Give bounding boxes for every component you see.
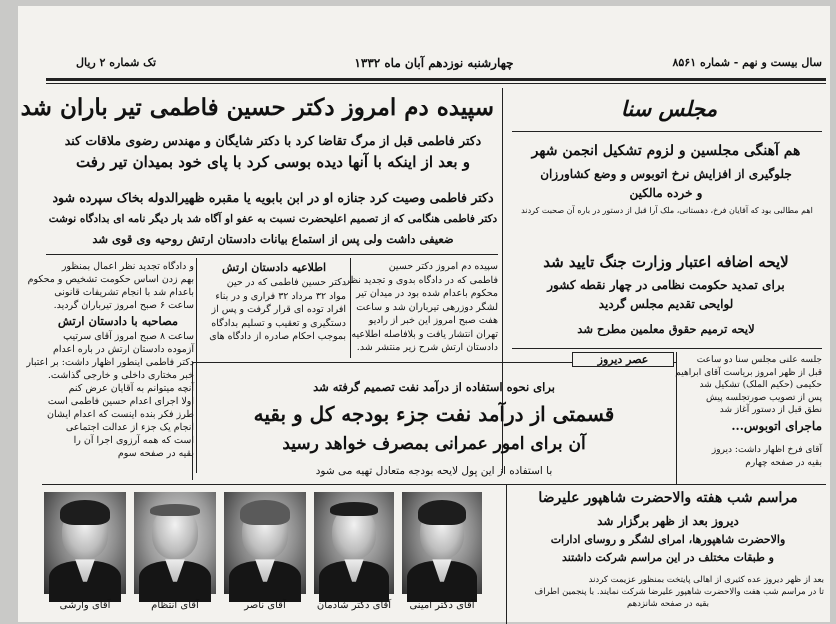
ceremony-body (512, 574, 824, 610)
main-sub-line-2: ضعیفی داشت ولی پس از استماع بیانات دادستان ارتش روحیه وی قوی شد (92, 232, 454, 246)
masthead-price: تک شماره ۲ ریال (76, 56, 157, 69)
portrait-caption: آقای دکتر شادمان (316, 600, 392, 611)
col-left-p2-line: بقیه در صفحه سوم (117, 448, 194, 459)
majlis-tail (680, 444, 822, 469)
col-left-p2-line: آزموده دادستان ارتش در باره اعدام (52, 344, 194, 355)
portrait-caption: آقای وارشی (59, 600, 111, 611)
col-mid-line: دستگیری و تعقیب و تسلیم بدادگاه (211, 317, 346, 329)
portrait-photo (44, 492, 126, 594)
majlis-body-line: پس از تصویب صورتجلسه پیش (705, 392, 822, 403)
newspaper-page (18, 6, 830, 622)
col-left-p2-line: خبر مختاری داخلی و خارجی گذاشت. (47, 370, 194, 381)
col-left-p1-line: و دادگاه تجدید نظر اعمال بمنظور (61, 261, 194, 272)
ceremony-line: بعد از ظهر دیروز عده کثیری از اهالی پایتخت بمنظور عزیمت کردند (588, 575, 824, 585)
masthead-rule-thin (46, 83, 826, 84)
main-headline: سپیده دم امروز دکتر حسین فاطمی تیر باران شد (20, 94, 494, 121)
oil-pre: برای نحوه استفاده از درآمد نفت تصمیم گرفته شد (313, 380, 555, 394)
col-mid2 (345, 260, 498, 355)
majlis-body-line: جلسه علنی مجلس سنا دو ساعت (696, 355, 822, 365)
col-mid2-line: تهران انتشار یافت و بلافاصله اطلاعیه (351, 328, 498, 340)
majlis-bill-1: لایحه اضافه اعتبار وزارت جنگ تایید شد (543, 253, 789, 271)
col-left-title: مصاحبه با دادستان ارتش (57, 314, 179, 328)
majlis-bill-3: لوایحی تقدیم مجلس گردید (598, 297, 734, 311)
oil-left-divider (192, 362, 193, 480)
ceremony-line: تا در مراسم شب هفت والاحضرت شاهپور علیرضا شرکت نمایند. با پنجمین اطراف (534, 587, 824, 597)
col-mid2-line: دادستان ارتش شرح زیر منتشر شد. (356, 342, 498, 353)
masthead-year-issue: سال بیست و نهم - شماره ۸۵۶۱ (672, 56, 822, 69)
majlis-body (675, 354, 822, 435)
majlis-body-line: قبل از ظهر امروز بریاست آقای ابراهیم (675, 367, 822, 378)
majlis-headline-3: و خرده مالکین (629, 186, 703, 200)
col-left-p2-line: انجام یک جزء از عدالت اجتماعی (65, 422, 194, 433)
portrait-photo (134, 492, 216, 594)
oil-divider (676, 352, 677, 484)
col-left-p2-line: دکتر فاطمی اینطور اظهار داشت: بر اعتبار (26, 357, 194, 368)
col-left-p2-line: اولا اجرای اعدام حسین فاطمی است (47, 396, 194, 407)
col-left-p2-line: است که همه آرزوی اجرا آن را (73, 435, 194, 446)
col-left-p2-line: ساعت ۸ صبح امروز آقای سرتیپ (63, 331, 194, 342)
col-left (26, 260, 194, 460)
majlis-headline-1: هم آهنگی مجلسین و لزوم تشکیل انجمن شهر (531, 143, 801, 159)
oil-tag: عصر دیروز (572, 352, 674, 367)
ceremony-headline: مراسم شب هفته والاحضرت شاهپور علیرضا (538, 490, 798, 506)
masthead-rule (46, 78, 826, 81)
majlis-logo-rule (512, 131, 822, 132)
portrait-caption: آقای انتظام (151, 600, 199, 611)
majlis-logo: مجلس سنا (620, 96, 718, 121)
col-mid-title: اطلاعیه دادستان ارتش (221, 261, 327, 274)
ceremony-divider (506, 484, 507, 624)
col-left-p2-line: آنچه میتوانم به آقایان عرض کنم (68, 383, 194, 394)
majlis-headline-2: جلوگیری از افزایش نرخ اتوبوس و وضع کشاورزان (540, 167, 792, 181)
ceremony-sub-3: و طبقات مختلف در این مراسم شرکت داشتند (562, 551, 774, 564)
majlis-body-line: حکیمی (حکیم الملک) تشکیل شد (699, 380, 822, 390)
main-line-2: و بعد از اینکه با آنها دیده بوسی کرد با پای خود بمیدان تیر رفت (76, 153, 470, 171)
ceremony-sub-1: دیروز بعد از ظهر برگزار شد (597, 514, 739, 528)
majlis-body-line: نطق قبل از دستور آغاز شد (719, 405, 822, 415)
majlis-rule (512, 348, 822, 349)
portrait-photo (314, 492, 394, 594)
masthead-date: چهارشنبه نوزدهم آبان ماه ۱۳۳۲ (354, 56, 514, 70)
majlis-bill-4: لایحه ترمیم حقوق معلمین مطرح شد (577, 322, 755, 336)
majlis-small: اهم مطالبی بود که آقایان فرخ، دهستانی، ملک آرا قبل از دستور در باره آن صحبت کردند (521, 206, 813, 215)
portrait-caption: آقای دکتر امینی (409, 600, 475, 611)
portrait-caption: آقای ناصر (244, 600, 286, 611)
col-mid-line: مواد ۳۲ مرداد ۳۲ فراری و در بناء (215, 290, 346, 302)
oil-headline: قسمتی از درآمد نفت جزء بودجه کل و بقیه (253, 402, 615, 426)
main-sub-line-1: دکتر فاطمی هنگامی که از تصمیم اعلیحضرت نسبت به عفو او آگاه شد بار دیگر نامه ای بدادگاه نوشت (48, 213, 498, 225)
col-left-p2-line: طرز فکر بنده اینست که اعدام ایشان (46, 409, 194, 420)
majlis-tail-line: بقیه در صفحه چهارم (745, 457, 822, 468)
col-mid2-line: هفت صبح امروز این خبر از رادیو (368, 315, 498, 326)
col-mid-line: افراد توده ای قرار گرفت و پس از (211, 304, 346, 315)
col-left-p1-line: باعدام شد با انجام تشریفات قانونی (54, 287, 194, 298)
col-mid (202, 260, 346, 344)
col-mid2-line: لشگر دوزرهی تیرباران شد و ساعت (356, 301, 498, 313)
majlis-bill-2: برای تمدید حکومت نظامی در چهار نقطه کشور (547, 278, 785, 292)
portrait-photo (224, 492, 306, 594)
col-mid-line: دکتر حسین فاطمی که در حین (226, 277, 346, 288)
majlis-bus-title: ماجرای اتوبوس... (731, 418, 822, 433)
majlis-tail-line: آقای فرخ اظهار داشت: دیروز (711, 445, 822, 455)
col-mid2-line: سپیده دم امروز دکتر حسین (388, 261, 498, 272)
portrait-photo (402, 492, 482, 594)
main-line-1: دکتر فاطمی قبل از مرگ تقاضا کرد با دکتر شایگان و مهندس رضوی ملاقات کند (64, 133, 482, 148)
col-left-p1-line: بهم زدن اساس حکومت تشخیص و محکوم (27, 274, 194, 285)
oil-foot: با استفاده از این پول لایحه بودجه متعادل تهیه می شود (315, 465, 553, 477)
main-rule (46, 254, 498, 255)
oil-headline-2: آن برای امور عمرانی بمصرف خواهد رسید (282, 434, 586, 454)
col-left-p1-line: ساعت ۶ صبح امروز تیرباران گردید. (53, 300, 194, 311)
ceremony-sub-2: والاحضرت شاهپورها، امرای لشگر و روسای ادارات (550, 533, 786, 546)
ceremony-line: بقیه در صفحه شانزدهم (626, 599, 710, 609)
col-mid-line: بموجب احکام صادره از دادگاه های (209, 331, 346, 342)
main-subhead: دکتر فاطمی وصیت کرد جنازه او در ابن بابویه یا مقبره ظهیرالدوله بخاک سپرده شود (52, 190, 494, 205)
lower-rule (42, 484, 826, 485)
col-mid2-line: محکوم باعدام شده بود در میدان تیر (356, 288, 498, 299)
col-mid2-line: فاطمی که در دادگاه بدوی و تجدید نظر (345, 274, 498, 286)
